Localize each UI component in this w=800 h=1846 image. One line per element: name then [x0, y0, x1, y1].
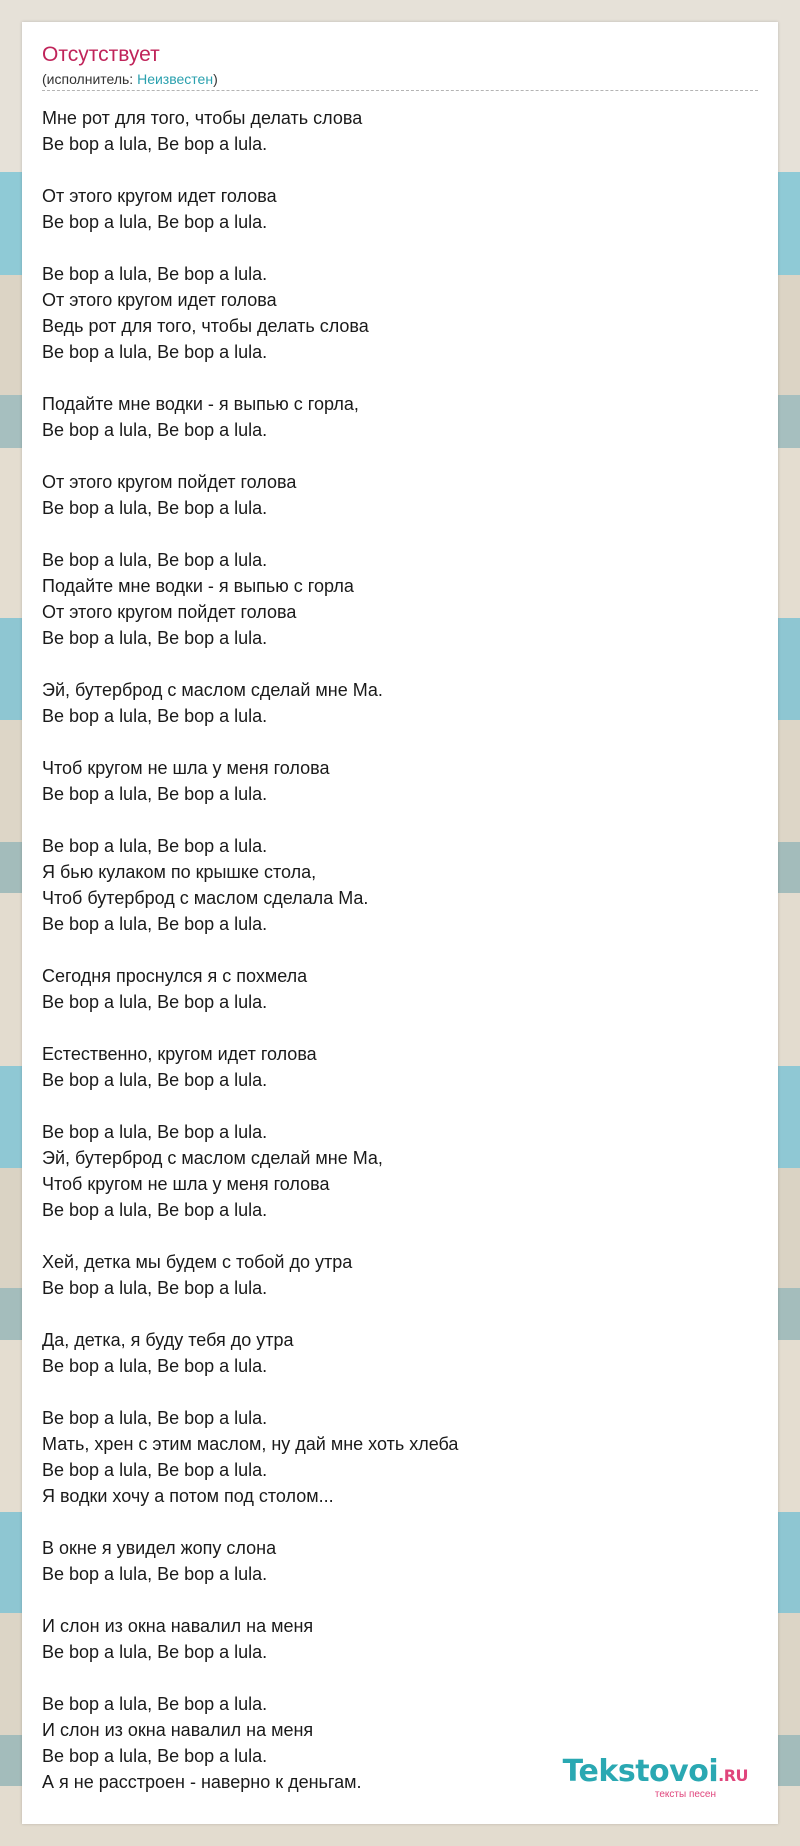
performer-suffix: ): [213, 71, 218, 87]
lyrics-line: От этого кругом идет голова: [42, 290, 277, 310]
lyrics-line: Я бью кулаком по крышке стола,: [42, 862, 317, 882]
lyrics-line: Мать, хрен с этим маслом, ну дай мне хоть хлеба: [42, 1434, 459, 1454]
lyrics-line: Сегодня проснулся я с похмела: [42, 966, 308, 986]
lyrics-stanza: [42, 391, 758, 443]
lyrics-line: Да, детка, я буду тебя до утра: [42, 1330, 294, 1350]
song-title: Отсутствует: [42, 43, 160, 66]
lyrics-line: Чтоб кругом не шла у меня голова: [42, 758, 330, 778]
lyrics-stanza: [42, 183, 758, 235]
lyrics-stanza: [42, 677, 758, 729]
lyrics-stanza: [42, 1405, 758, 1509]
performer-link[interactable]: Неизвестен: [137, 71, 214, 87]
lyrics-line: Чтоб кругом не шла у меня голова: [42, 1174, 330, 1194]
lyrics-line: Я водки хочу а потом под столом...: [42, 1486, 334, 1506]
lyrics-line: Be bop a lula, Be bop a lula.: [42, 1694, 268, 1714]
lyrics-line: В окне я увидел жопу слона: [42, 1538, 277, 1558]
lyrics-line: Мне рот для того, чтобы делать слова: [42, 108, 363, 128]
lyrics-line: Подайте мне водки - я выпью с горла: [42, 576, 354, 596]
site-logo[interactable]: [563, 1756, 748, 1800]
lyrics-line: Be bop a lula, Be bop a lula.: [42, 1564, 268, 1584]
logo-subtitle: тексты песен: [654, 1789, 716, 1800]
lyrics-stanza: [42, 833, 758, 937]
lyrics-line: Естественно, кругом идет голова: [42, 1044, 317, 1064]
lyrics-stanza: [42, 105, 758, 157]
lyrics-line: Be bop a lula, Be bop a lula.: [42, 992, 268, 1012]
lyrics-line: Be bop a lula, Be bop a lula.: [42, 1746, 268, 1766]
lyrics-line: От этого кругом пойдет голова: [42, 602, 297, 622]
logo-tld: .RU: [718, 1766, 748, 1785]
lyrics-line: Be bop a lula, Be bop a lula.: [42, 420, 268, 440]
lyrics-line: Be bop a lula, Be bop a lula.: [42, 264, 268, 284]
lyrics-stanza: [42, 1535, 758, 1587]
lyrics-line: Be bop a lula, Be bop a lula.: [42, 1642, 268, 1662]
lyrics-line: Эй, бутерброд с маслом сделай мне Ма.: [42, 680, 383, 700]
lyrics-line: Чтоб бутерброд с маслом сделала Ма.: [42, 888, 369, 908]
lyrics-stanza: [42, 755, 758, 807]
lyrics-stanza: [42, 261, 758, 365]
lyrics-line: Ведь рот для того, чтобы делать слова: [42, 316, 369, 336]
logo-wordmark: [563, 1756, 748, 1792]
lyrics-line: Хей, детка мы будем с тобой до утра: [42, 1252, 353, 1272]
lyrics-line: Be bop a lula, Be bop a lula.: [42, 914, 268, 934]
logo-main-text: Tekstovoi: [562, 1754, 719, 1789]
lyrics-stanza: [42, 1041, 758, 1093]
lyrics-line: И слон из окна навалил на меня: [42, 1616, 314, 1636]
lyrics-line: Be bop a lula, Be bop a lula.: [42, 212, 268, 232]
lyrics-line: Be bop a lula, Be bop a lula.: [42, 1070, 268, 1090]
lyrics-line: Эй, бутерброд с маслом сделай мне Ма,: [42, 1148, 383, 1168]
lyrics-stanza: [42, 1119, 758, 1223]
lyrics-text: [42, 105, 758, 1821]
lyrics-line: Be bop a lula, Be bop a lula.: [42, 1122, 268, 1142]
lyrics-stanza: [42, 1327, 758, 1379]
performer-line: [42, 70, 758, 88]
lyrics-stanza: [42, 963, 758, 1015]
lyrics-line: Be bop a lula, Be bop a lula.: [42, 1408, 268, 1428]
lyrics-line: Be bop a lula, Be bop a lula.: [42, 1200, 268, 1220]
lyrics-stanza: [42, 1249, 758, 1301]
lyrics-line: Be bop a lula, Be bop a lula.: [42, 498, 268, 518]
lyrics-line: Be bop a lula, Be bop a lula.: [42, 1278, 268, 1298]
lyrics-line: Be bop a lula, Be bop a lula.: [42, 706, 268, 726]
lyrics-line: Be bop a lula, Be bop a lula.: [42, 628, 268, 648]
lyrics-line: От этого кругом пойдет голова: [42, 472, 297, 492]
lyrics-line: Be bop a lula, Be bop a lula.: [42, 342, 268, 362]
lyrics-line: От этого кругом идет голова: [42, 186, 277, 206]
performer-prefix: (исполнитель:: [42, 71, 138, 87]
lyrics-stanza: [42, 469, 758, 521]
lyrics-line: Be bop a lula, Be bop a lula.: [42, 784, 268, 804]
lyrics-line: А я не расстроен - наверно к деньгам.: [42, 1772, 362, 1792]
lyrics-line: Be bop a lula, Be bop a lula.: [42, 134, 268, 154]
lyrics-line: Be bop a lula, Be bop a lula.: [42, 550, 268, 570]
lyrics-line: Be bop a lula, Be bop a lula.: [42, 836, 268, 856]
lyrics-line: Подайте мне водки - я выпью с горла,: [42, 394, 359, 414]
lyrics-line: Be bop a lula, Be bop a lula.: [42, 1356, 268, 1376]
lyrics-line: И слон из окна навалил на меня: [42, 1720, 314, 1740]
lyrics-stanza: [42, 547, 758, 651]
song-header: [42, 42, 758, 91]
lyrics-line: Be bop a lula, Be bop a lula.: [42, 1460, 268, 1480]
lyrics-stanza: [42, 1613, 758, 1665]
lyrics-card: [22, 22, 778, 1824]
